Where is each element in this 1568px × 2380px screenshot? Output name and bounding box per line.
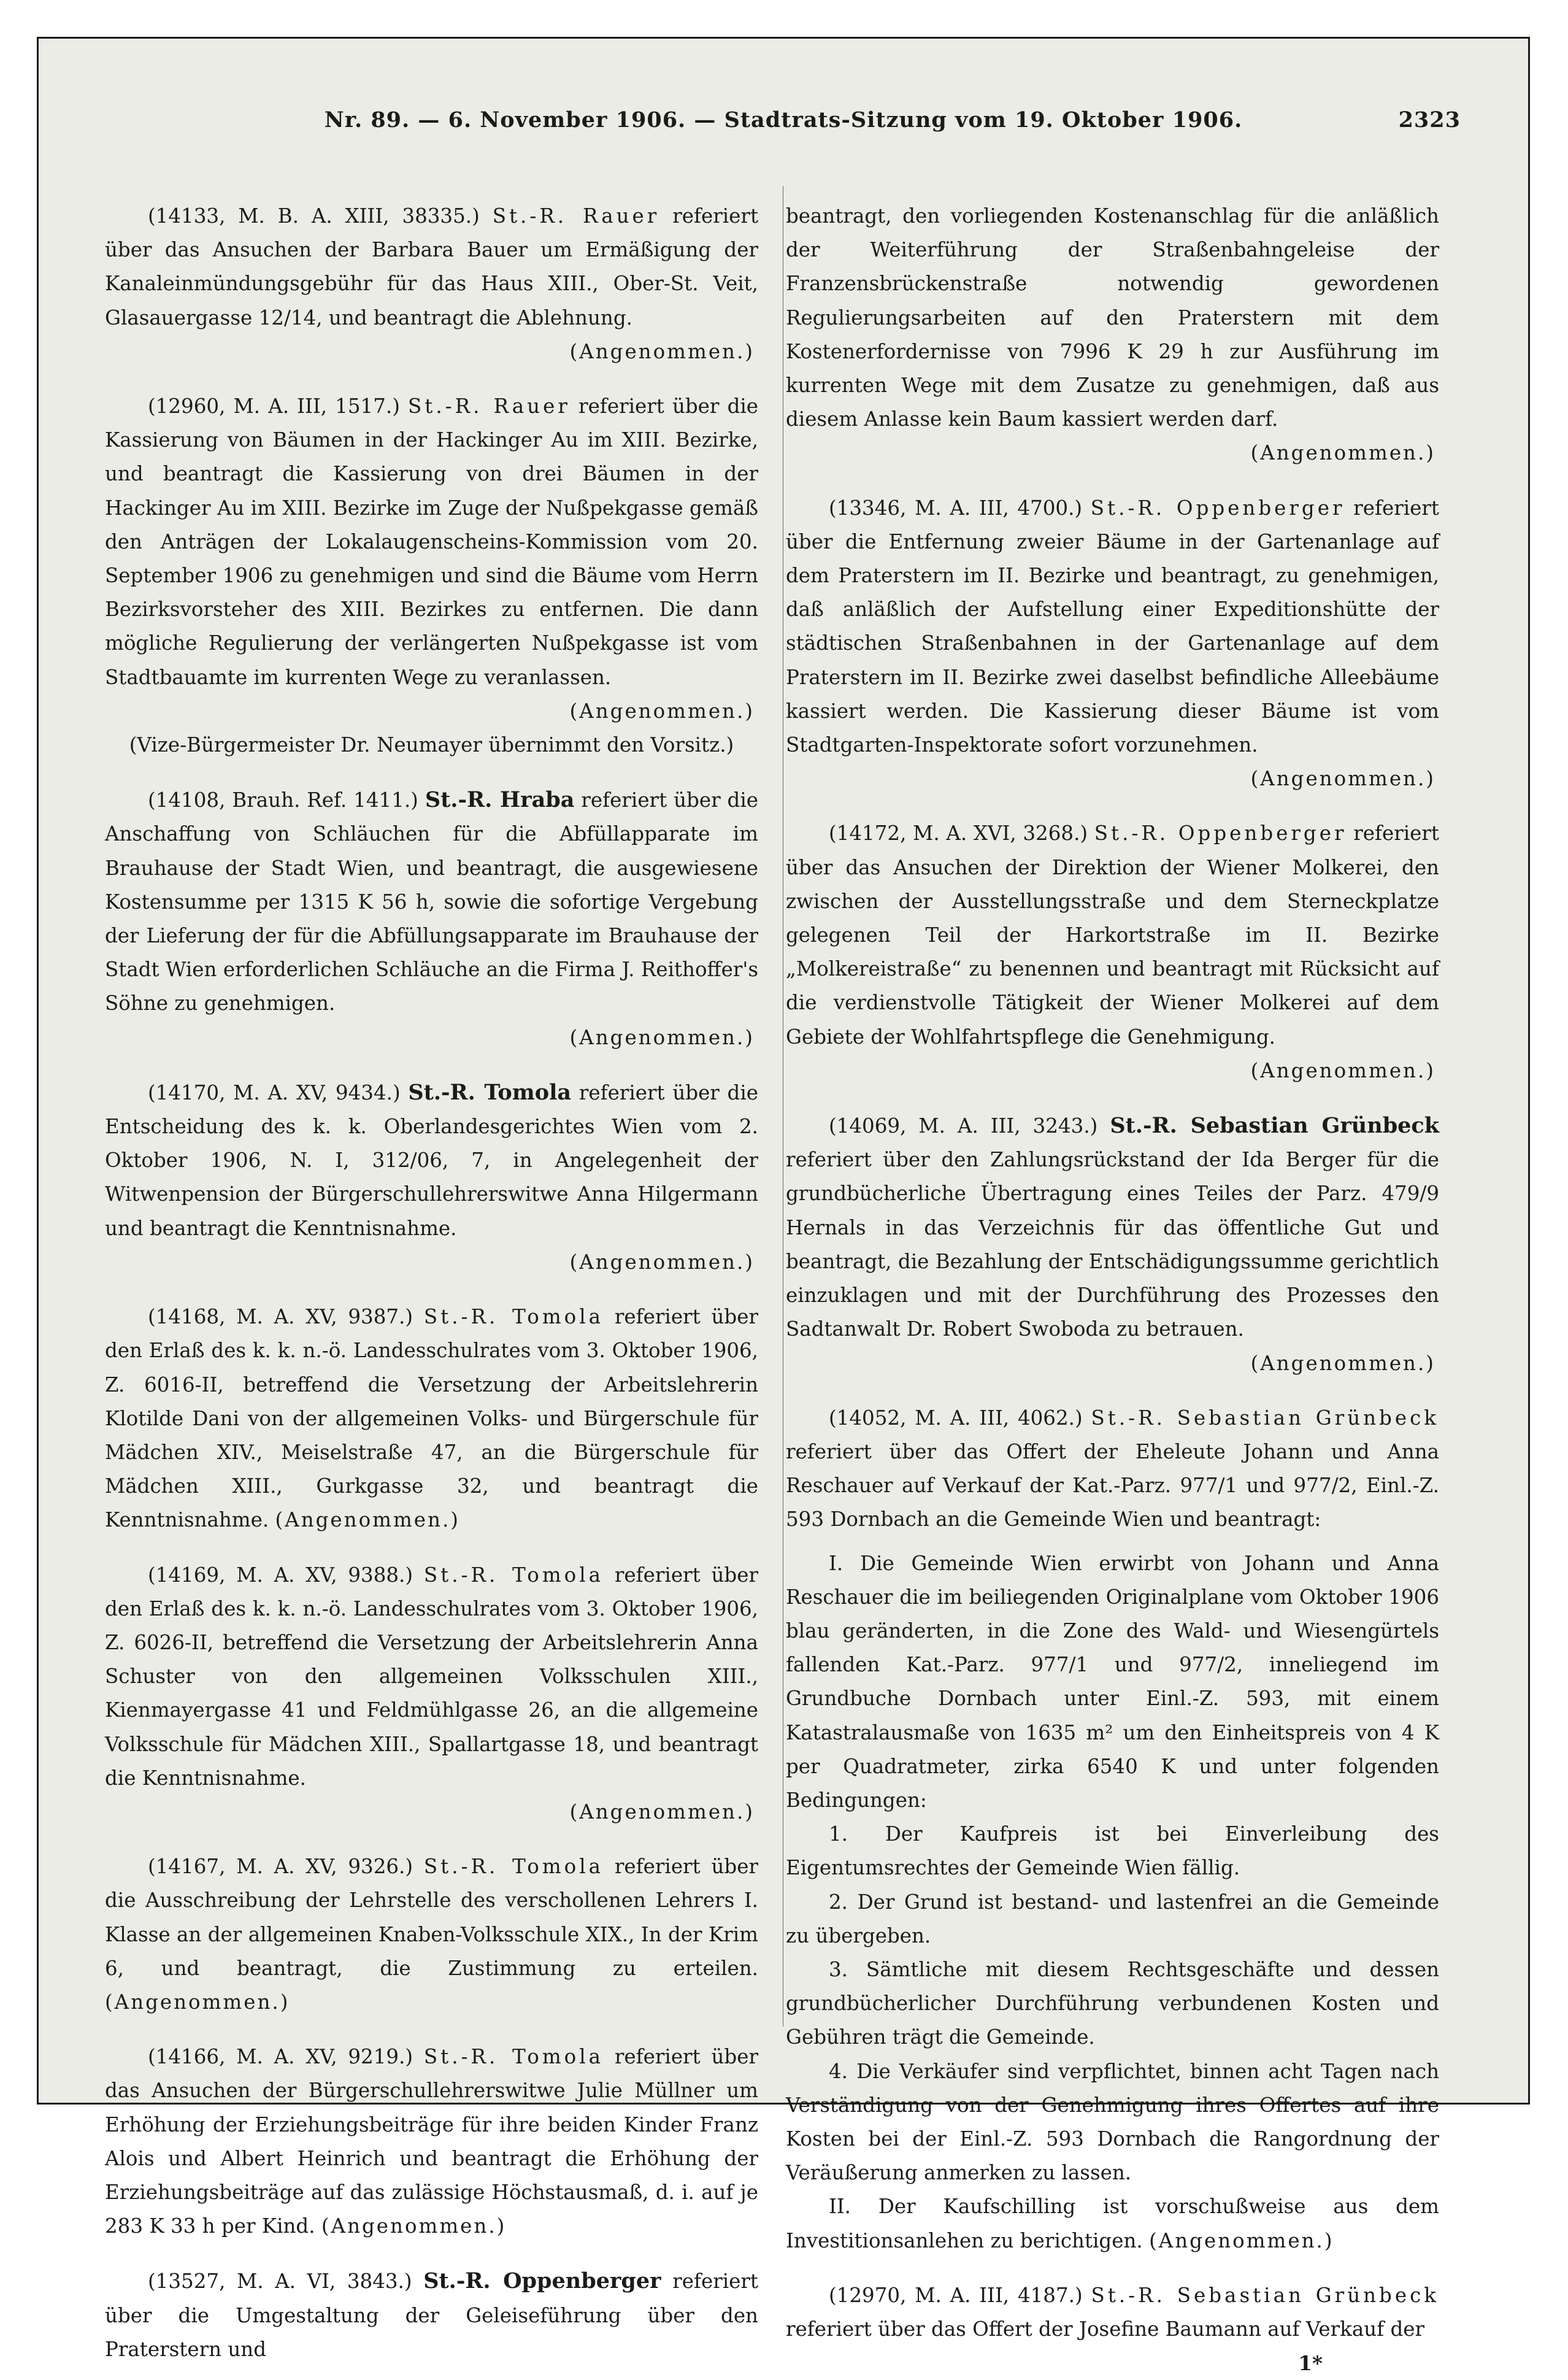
contract-item: 4. Die Verkäufer sind verpflichtet, binnen acht Tagen nach Verständigung von der Genehmigung ihres Offertes auf ihre Kosten bei der Einl.-Z. 593 Dornbach die Rangordnung der Veräußerung anmerken zu lassen. [786,2059,1439,2185]
entry-result: (Angenommen.) [569,1250,755,1274]
contract-item [786,2190,1439,2257]
entry [105,1076,758,1246]
entry-text: referiert über das Ansuchen der Barbara Bauer um Ermäßigung der Kanaleinmündungsgebühr für das Haus XIII., Ober-St. Veit, Glasauergasse 12/14, und beantragt die Ablehnung. [105,204,759,329]
entry-speaker: St.-R. Oppenberger [423,2268,661,2294]
entry-text: referiert über das Offert der Josefine Baumann auf Verkauf der [786,2317,1425,2341]
entry-text: referiert über die Kassierung von Bäumen in der Hackinger Au im XIII. Bezirke, und beantragt die Kassierung von drei Bäumen in der Hackinger Au im XIII. Bezirke im Zuge der Nußpekgasse gemäß den Anträgen der Lokalaugenscheins-Kommission vom 20. September 1906 zu genehmigen und sind die Bäume vom Herrn Bezirksvorsteher des XIII. Bezirkes zu entfernen. Die dann mögliche Regulierung der verlängerten Nußpekgasse ist vom Stadtbauamte im kurrenten Wege zu veranlassen. [105,395,759,689]
entry-ref: (14133, M. B. A. XIII, 38335.) [148,204,480,228]
entry-text: referiert über die Entscheidung des k. k. Oberlandesgerichtes Wien vom 2. Oktober 1906, N. I, 312/06, 7, in Angelegenheit der Witwenpension der Bürgerschullehrerswitwe Anna Hilgermann und beantragt die Kenntnisnahme. [105,1080,758,1240]
entry-speaker: St.-R. Rauer [408,395,571,418]
entry-ref: (14169, M. A. XV, 9388.) [148,1563,413,1587]
entry-result: (Angenommen.) [275,1508,460,1532]
entry-text: referiert über das Offert der Eheleute Johann und Anna Reschauer auf Verkauf der Kat.-Parz. 977/1 und 977/2, Einl.-Z. 593 Dornbach an die Gemeinde Wien und beantragt: [786,1439,1439,1531]
right-column [786,199,1439,2380]
entry-text: beantragt, den vorliegenden Kostenanschlag für die anläßlich der Weiterführung der Straßenbahngeleise der Franzensbrückenstraße notwendig gewordenen Regulierungsarbeiten auf den Praterstern mit dem Kostenerfordernisse von 7996 K 29 h zur Ausführung im kurrenten Wege mit dem Zusatze zu genehmigen, daß aus diesem Anlasse kein Baum kassiert werden darf. [786,204,1439,431]
entry-result: (Angenommen.) [1250,441,1435,465]
entry [786,1401,1439,1537]
entry-result: (Angenommen.) [1250,1058,1435,1082]
entry [786,1109,1439,1346]
entry-ref: (14108, Brauh. Ref. 1411.) [148,788,418,812]
entry [105,199,758,335]
document-page [37,37,1530,2376]
entry-ref: (14172, M. A. XVI, 3268.) [829,822,1088,845]
entry [105,1850,758,2019]
entry-result: (Angenommen.) [569,339,755,363]
entry [786,491,1439,763]
entry-text: referiert über die Umgestaltung der Geleiseführung über den Praterstern und [105,2270,758,2361]
entry [105,2264,758,2367]
page-title: Nr. 89. — 6. November 1906. — Stadtrats-Sitzung vom 19. Oktober 1906. [324,107,1243,133]
entry-result: (Angenommen.) [569,1800,755,1824]
entry-text: referiert über den Zahlungsrückstand der Ida Berger für die grundbücherliche Übertragung eines Teiles der Parz. 479/9 Hernals in das Verzeichnis für das öffentliche Gut und beantragt, die Bezahlung der Entschädigungssumme gerichtlich einzuklagen und mit der Durchführung des Prozesses den Sadtanwalt Dr. Robert Swoboda zu betrauen. [786,1148,1439,1341]
entry-speaker: St.-R. Oppenberger [1090,496,1345,520]
entry-ref: (13527, M. A. VI, 3843.) [148,2270,412,2293]
entry [105,1300,758,1537]
entry-ref: (14166, M. A. XV, 9219.) [148,2045,413,2069]
contract-item: 3. Sämtliche mit diesem Rechtsgeschäfte und dessen grundbücherlicher Durchführung verbundenen Kosten und Gebühren trägt die Gemeinde. [786,1957,1439,2049]
entry-speaker: St.-R. Rauer [492,204,660,228]
entry-speaker: St.-R. Tomola [423,2045,604,2069]
entry-result: (Angenommen.) [569,1025,755,1049]
entry-speaker: St.-R. Tomola [423,1305,604,1329]
signature-mark: 1* [1298,2351,1323,2376]
entry-text: referiert über das Ansuchen der Bürgerschullehrerswitwe Julie Müllner um Erhöhung der Erziehungsbeiträge für ihre beiden Kinder Franz Alois und Albert Heinrich und beantragt die Erhöhung der Erziehungsbeiträge auf das zulässige Höchstausmaß, d. i. auf je 283 K 33 h per Kind. [105,2045,758,2238]
entry-result: (Angenommen.) [1149,2228,1334,2252]
entry-text: referiert über die Anschaffung von Schläuchen für die Abfüllapparate im Brauhause der Stadt Wien, und beantragt, die ausgewiesene Kostensumme per 1315 K 56 h, sowie die sofortige Vergebung der Lieferung der für die Abfüllungsapparate im Brauhause der Stadt Wien erforderlichen Schläuche an die Firma J. Reithoffer's Söhne zu genehmigen. [105,788,758,1015]
entry-result: (Angenommen.) [569,699,755,723]
chair-notice: (Vize-Bürgermeister Dr. Neumayer übernimmt den Vorsitz.) [129,733,734,757]
entry [786,2279,1439,2346]
entry [786,817,1439,1053]
contract-item: I. Die Gemeinde Wien erwirbt von Johann und Anna Reschauer die im beiliegenden Originalplane vom Oktober 1906 blau geränderten, in die Zone des Wald- und Wiesengürtels fallenden Kat.-Parz. 977/1 und 977/2, inneliegend im Grundbuche Dornbach unter Einl.-Z. 593, mit einem Katastralausmaße von 1635 m² um den Einheitspreis von 4 K per Quadratmeter, zirka 6540 K und unter folgenden Bedingungen: [786,1551,1439,1812]
entry-text: referiert über den Erlaß des k. k. n.-ö. Landesschulrates vom 3. Oktober 1906, Z. 6016-II, betreffend die Versetzung der Arbeitslehrerin Klotilde Dani von der allgemeinen Volks- und Bürgerschule für Mädchen XIV., Meiselstraße 47, an die Bürgerschule für Mädchen XIII., Gurkgasse 32, und beantragt die Kenntnisnahme. [105,1305,758,1532]
entry-ref: (14052, M. A. III, 4062.) [829,1406,1083,1430]
entry-result: (Angenommen.) [1250,1351,1435,1375]
entry-speaker: St.-R. Tomola [408,1079,572,1105]
contract-item: 2. Der Grund ist bestand- und lastenfrei an die Gemeinde zu übergeben. [786,1890,1439,1947]
entry [105,2040,758,2243]
entry-text: referiert über das Ansuchen der Direktion der Wiener Molkerei, den zwischen der Ausstellungsstraße und dem Sterneckplatze gelegenen Teil der Harkortstraße im II. Bezirke „Molkereistraße“ zu benennen und beantragt mit Rücksicht auf die verdienstvolle Tätigkeit der Wiener Molkerei auf dem Gebiete der Wohlfahrtspflege die Genehmigung. [786,822,1439,1049]
entry-text: referiert über die Ausschreibung der Lehrstelle des verschollenen Lehrers I. Klasse an der allgemeinen Knaben-Volksschule XIX., In der Krim 6, und beantragt, die Zustimmung zu erteilen. [105,1855,758,1980]
entry-ref: (12960, M. A. III, 1517.) [148,395,400,418]
contract-item-text: II. Der Kaufschilling ist vorschußweise aus dem Investitionsanlehen zu berichtigen. [786,2195,1439,2252]
entry-speaker: St.-R. Sebastian Grünbeck [1110,1113,1439,1139]
entry-continued [786,199,1439,436]
entry-ref: (14167, M. A. XV, 9326.) [148,1855,413,1879]
entry-result: (Angenommen.) [321,2214,507,2238]
entry-ref: (14168, M. A. XV, 9387.) [148,1305,413,1329]
entry-ref: (13346, M. A. III, 4700.) [829,496,1083,520]
entry-speaker: St.-R. Tomola [423,1563,604,1587]
entry-speaker: St.-R. Oppenberger [1094,822,1347,845]
entry-speaker: St.-R. Tomola [423,1855,604,1879]
entry-ref: (14170, M. A. XV, 9434.) [148,1080,401,1104]
entry-text: referiert über die Entfernung zweier Bäume in der Gartenanlage auf dem Praterstern im II. Bezirke und beantragt, zu genehmigen, daß anläßlich der Aufstellung einer Expeditionshütte der städtischen Straßenbahnen in der Gartenanlage auf dem Praterstern im II. Bezirke zwei daselbst befindliche Alleebäume kassiert werden. Die Kassierung dieser Bäume ist vom Stadtgarten-Inspektorate sofort vorzunehmen. [786,496,1439,757]
entry [105,1558,758,1795]
entry-speaker: St.-R. Hraba [425,787,575,813]
entry-result: (Angenommen.) [105,1990,290,2014]
entry-ref: (14069, M. A. III, 3243.) [829,1114,1098,1138]
entry-speaker: St.-R. Sebastian Grünbeck [1091,1406,1439,1430]
entry-ref: (12970, M. A. III, 4187.) [829,2283,1083,2307]
entry-speaker: St.-R. Sebastian Grünbeck [1091,2283,1439,2307]
entry [105,390,758,695]
page-header [39,107,1528,144]
contract-item: 1. Der Kaufpreis ist bei Einverleibung des Eigentumsrechtes der Gemeinde Wien fällig. [786,1822,1439,1880]
entry-text: referiert über den Erlaß des k. k. n.-ö. Landesschulrates vom 3. Oktober 1906, Z. 6026-II, betreffend die Versetzung der Arbeitslehrerin Anna Schuster von den allgemeinen Volksschulen XIII., Kienmayergasse 41 und Feldmühlgasse 26, an die allgemeine Volksschule für Mädchen XIII., Spallartgasse 18, und beantragt die Kenntnisnahme. [105,1563,758,1790]
left-column [105,199,758,2367]
page-number: 2323 [1398,107,1461,133]
entry-result: (Angenommen.) [1250,767,1435,791]
entry [105,783,758,1020]
